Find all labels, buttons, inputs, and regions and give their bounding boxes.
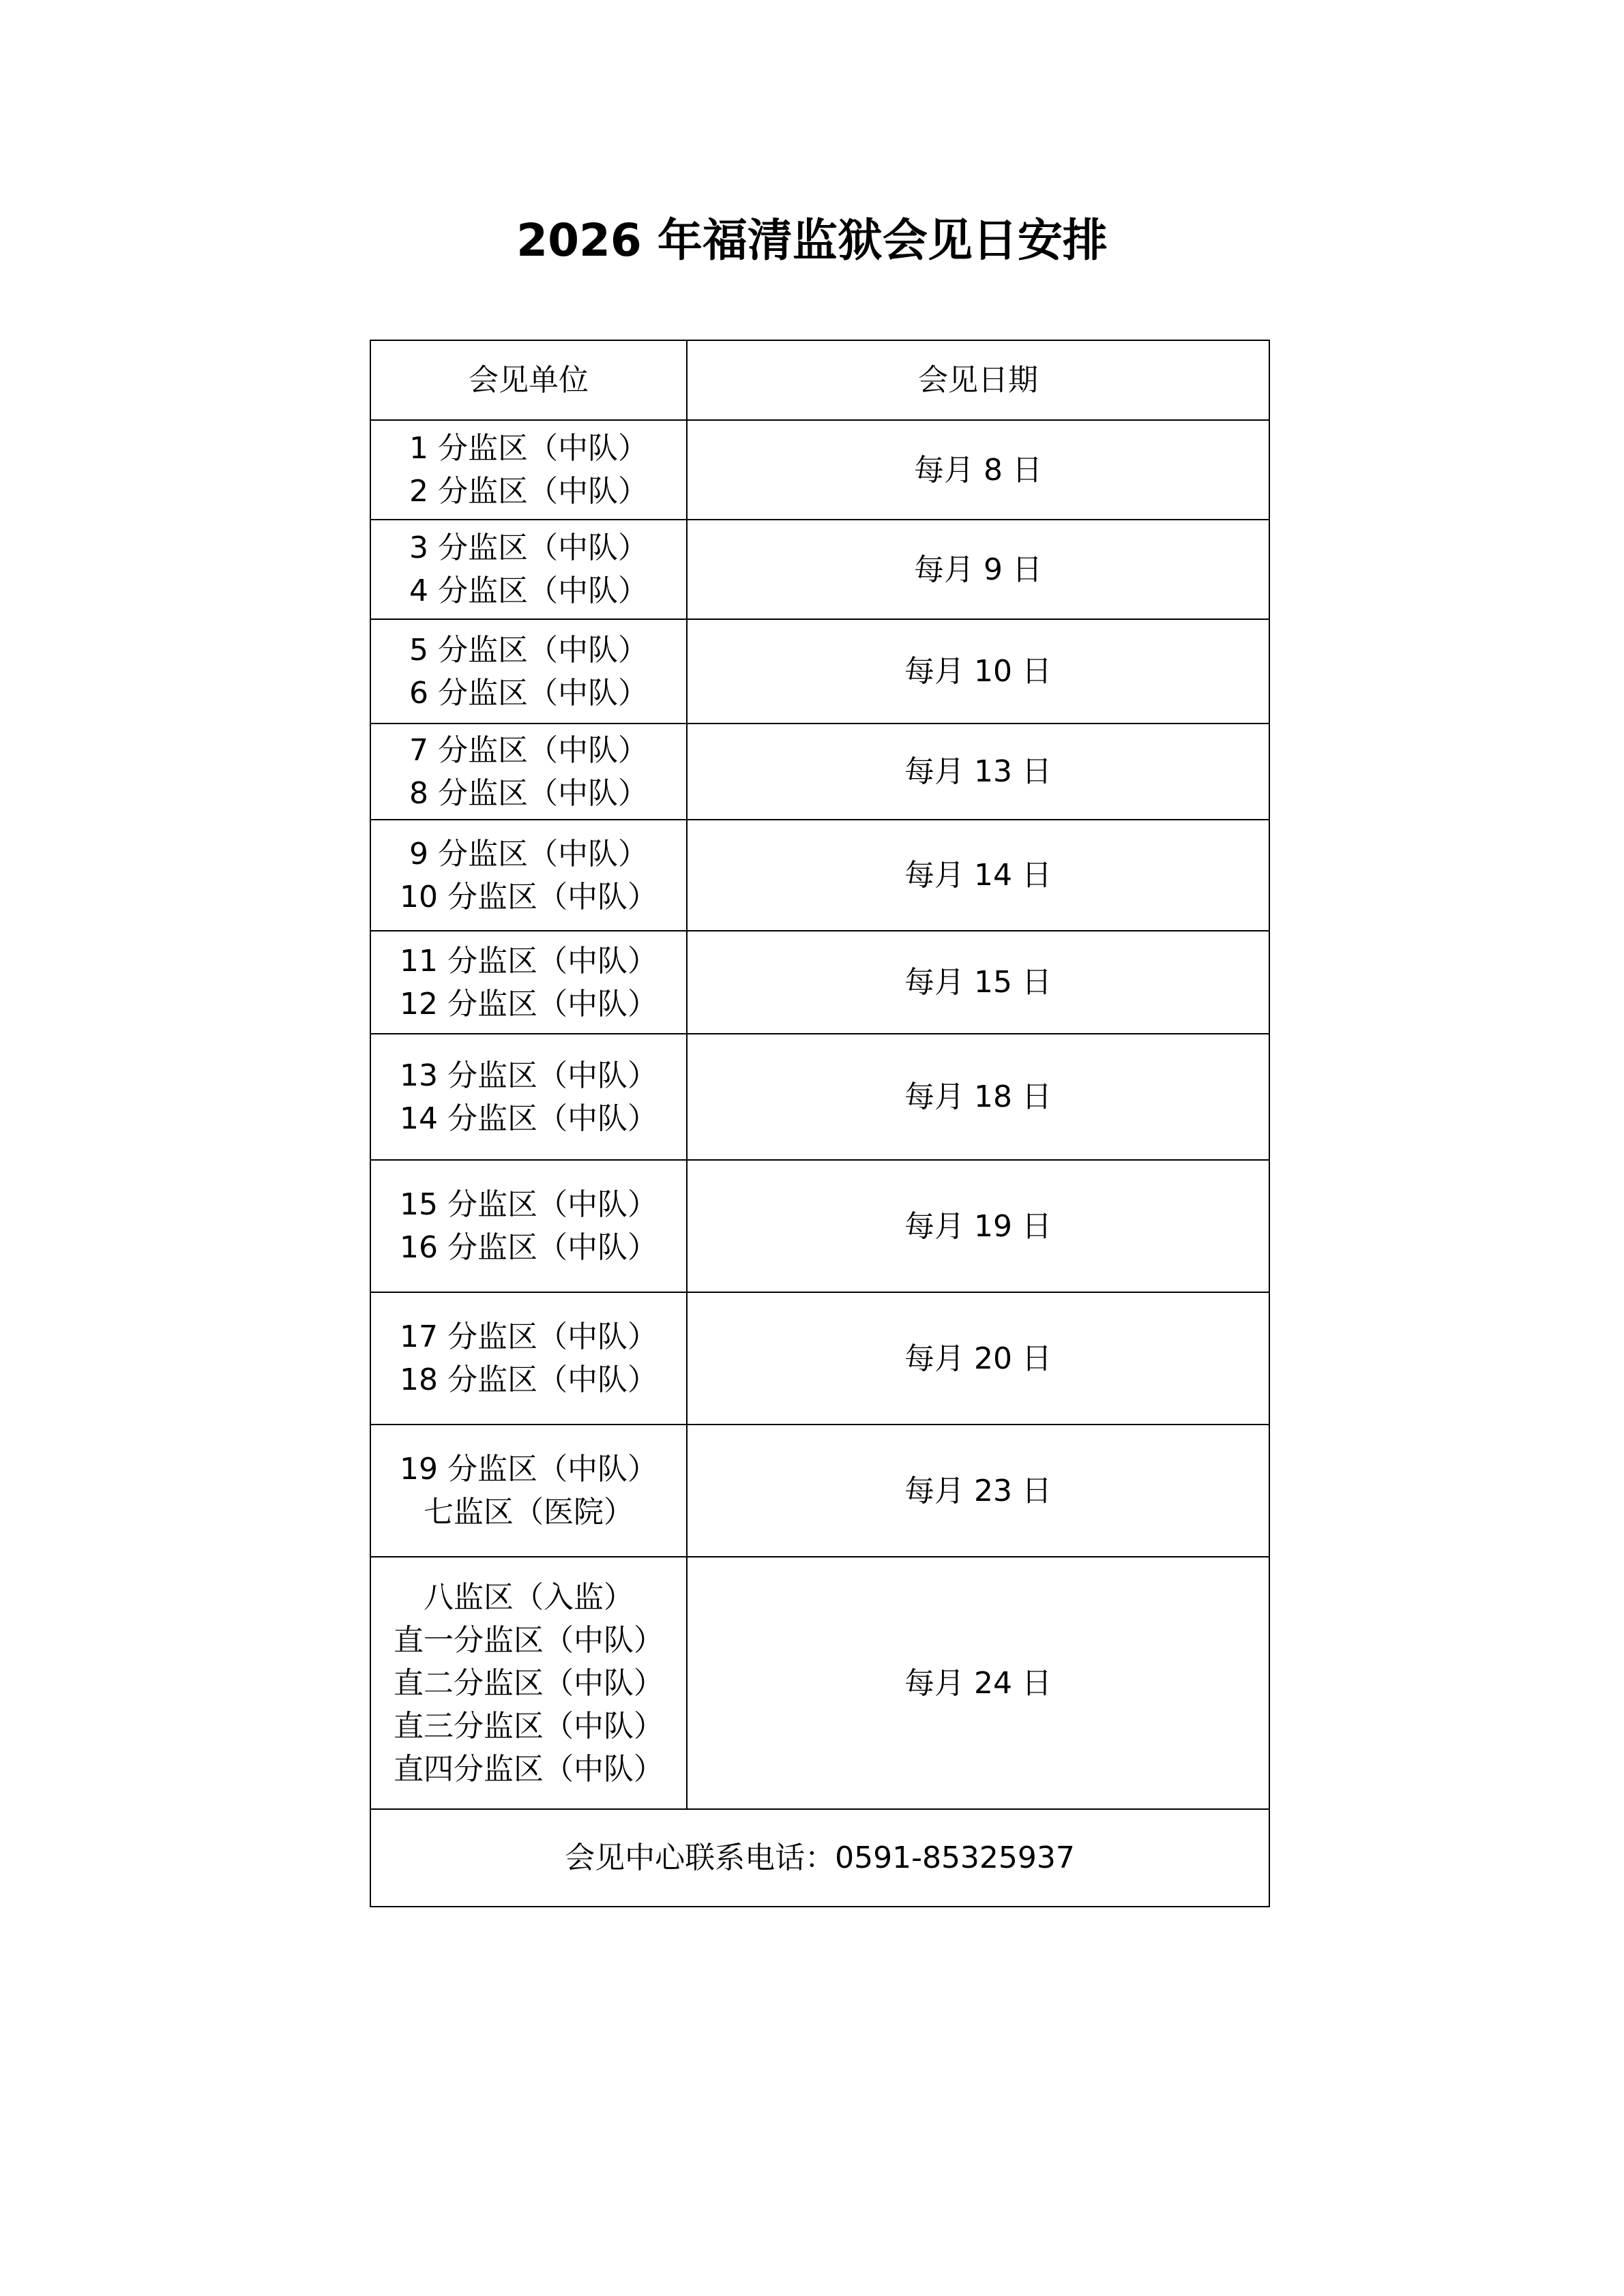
- table-row: [370, 520, 1269, 619]
- unit-cell: [370, 520, 687, 619]
- date-cell: 每月 9 日: [687, 520, 1269, 619]
- unit-cell: [370, 619, 687, 724]
- unit-name: 17 分监区（中队）: [400, 1320, 658, 1354]
- unit-name: 9 分监区（中队）: [409, 836, 648, 871]
- unit-name: 七监区（医院）: [424, 1495, 634, 1530]
- unit-name: 八监区（入监）: [424, 1579, 634, 1615]
- header-date: 会见日期: [687, 340, 1269, 420]
- unit-name: 4 分监区（中队）: [409, 573, 648, 608]
- date-cell: 每月 13 日: [687, 724, 1269, 820]
- unit-name: 7 分监区（中队）: [409, 732, 648, 768]
- date-cell: 每月 18 日: [687, 1034, 1269, 1160]
- unit-name: 18 分监区（中队）: [400, 1362, 658, 1397]
- table-row: [370, 820, 1269, 931]
- date-cell: 每月 20 日: [687, 1292, 1269, 1425]
- unit-cell: [370, 820, 687, 931]
- table-row: [370, 619, 1269, 724]
- page-title: 2026 年福清监狱会见日安排: [516, 214, 1108, 267]
- unit-cell: [370, 1292, 687, 1425]
- table-row: [370, 1557, 1269, 1809]
- unit-cell: [370, 1425, 687, 1557]
- date-cell: 每月 8 日: [687, 420, 1269, 520]
- unit-cell: [370, 931, 687, 1034]
- unit-name: 8 分监区（中队）: [409, 775, 648, 811]
- unit-name: 16 分监区（中队）: [400, 1230, 658, 1265]
- unit-name: 15 分监区（中队）: [400, 1187, 658, 1222]
- table-footer-row: [370, 1809, 1269, 1907]
- table-row: [370, 1292, 1269, 1425]
- unit-name: 直四分监区（中队）: [394, 1751, 664, 1787]
- unit-name: 6 分监区（中队）: [409, 675, 648, 711]
- table-header-row: [370, 340, 1269, 420]
- date-cell: 每月 19 日: [687, 1160, 1269, 1292]
- unit-name: 直二分监区（中队）: [394, 1665, 664, 1701]
- table-row: [370, 724, 1269, 820]
- unit-name: 2 分监区（中队）: [409, 474, 648, 509]
- unit-name: 3 分监区（中队）: [409, 531, 648, 565]
- unit-name: 11 分监区（中队）: [400, 943, 658, 979]
- unit-name: 5 分监区（中队）: [409, 632, 648, 668]
- unit-name: 10 分监区（中队）: [400, 879, 658, 914]
- unit-cell: [370, 1034, 687, 1160]
- contact-phone: 会见中心联系电话：0591-85325937: [370, 1809, 1269, 1907]
- unit-name: 12 分监区（中队）: [400, 986, 658, 1022]
- unit-cell: [370, 420, 687, 520]
- header-unit: 会见单位: [370, 340, 687, 420]
- unit-cell: [370, 724, 687, 820]
- unit-name: 直一分监区（中队）: [394, 1622, 664, 1658]
- date-cell: 每月 24 日: [687, 1557, 1269, 1809]
- unit-name: 直三分监区（中队）: [394, 1708, 664, 1744]
- table-row: [370, 931, 1269, 1034]
- date-cell: 每月 14 日: [687, 820, 1269, 931]
- table-row: [370, 1160, 1269, 1292]
- unit-name: 1 分监区（中队）: [409, 431, 648, 466]
- unit-cell: [370, 1557, 687, 1809]
- unit-name: 13 分监区（中队）: [400, 1058, 658, 1093]
- table-row: [370, 420, 1269, 520]
- date-cell: 每月 23 日: [687, 1425, 1269, 1557]
- unit-name: 19 分监区（中队）: [400, 1452, 658, 1487]
- date-cell: 每月 15 日: [687, 931, 1269, 1034]
- schedule-table: [370, 340, 1270, 1907]
- unit-name: 14 分监区（中队）: [400, 1101, 658, 1136]
- table-row: [370, 1034, 1269, 1160]
- date-cell: 每月 10 日: [687, 619, 1269, 724]
- table-row: [370, 1425, 1269, 1557]
- unit-cell: [370, 1160, 687, 1292]
